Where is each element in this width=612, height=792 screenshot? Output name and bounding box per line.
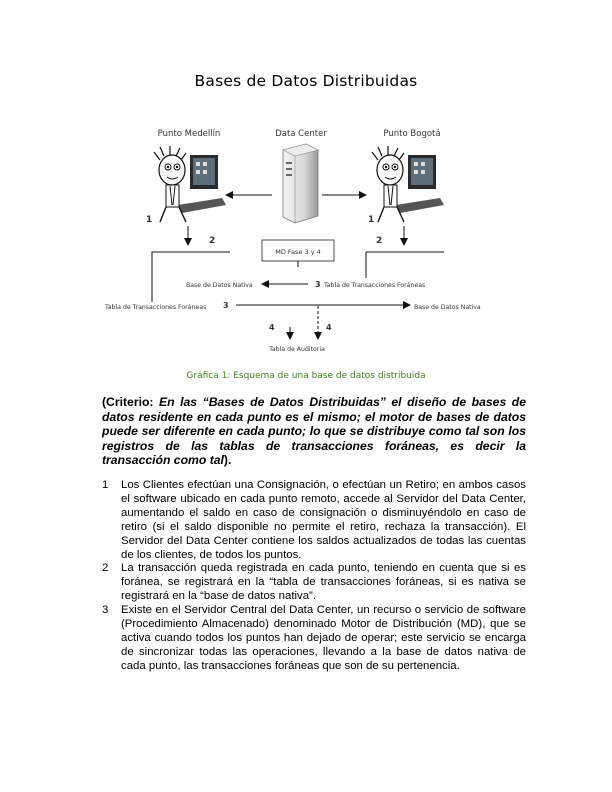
- right-user-computer-icon: [372, 146, 444, 222]
- server-icon: [283, 144, 318, 223]
- left-user-computer-icon: [154, 146, 226, 222]
- list-item-text: La transacción queda registrada en cada punto, teniendo en cuenta que si es foránea, se registrará en la “tabla de transacciones foráneas, si es nativa se registrará en la “base de datos nativa”.: [121, 562, 526, 603]
- step-4-right: 4: [326, 323, 332, 332]
- list-item: [102, 479, 526, 562]
- list-item-text: Los Clientes efectúan una Consignación, o efectúan un Retiro; en ambos casos el software ubicado en cada punto remoto, accede al Servidor del Data Center, aumentando el saldo en caso de consignación o disminuyéndolo en caso de retiro (si el saldo disponible no permite el retiro, rechaza la transacción). El Servidor del Data Center contiene los saldos actualizados de todas las cuentas de los clientes, de todos los puntos.: [121, 479, 526, 561]
- figure-caption: Gráfica 1: Esquema de una base de datos distribuida: [186, 371, 426, 381]
- step-2-left: 2: [209, 236, 216, 246]
- numbered-list: [102, 479, 526, 674]
- criterio-close: ).: [223, 453, 232, 468]
- step-1-left: 1: [146, 215, 153, 225]
- left-connector-line: [152, 252, 230, 302]
- step-1-right: 1: [368, 215, 375, 225]
- header-data-center: Data Center: [275, 129, 327, 139]
- page-title: Bases de Datos Distribuidas: [194, 72, 418, 90]
- md-box-label: MD Fase 3 y 4: [275, 248, 321, 256]
- step-3-top: 3: [315, 280, 321, 289]
- label-tabla-auditoria: Tabla de Auditoria: [269, 346, 325, 353]
- step-2-right: 2: [376, 236, 383, 246]
- header-punto-medellin: Punto Medellín: [157, 129, 221, 139]
- step-4-left: 4: [269, 323, 275, 332]
- list-item: [102, 604, 526, 674]
- list-item-number: 3: [102, 604, 109, 617]
- list-item-text: Existe en el Servidor Central del Data Center, un recurso o servicio de software (Procedimiento Almacenado) denominado Motor de Distribución (MD), que se activa cuando todos los puntos han dejado de operar; este servicio se encarga de sincronizar todas las operaciones, llevando a la base de datos nativa de cada punto, las transacciones foráneas que son de su pertenencia.: [121, 604, 526, 672]
- list-item-number: 1: [102, 479, 109, 491]
- label-base-datos-nativa-right: Base de Datos Nativa: [414, 304, 481, 311]
- criterio-paragraph: [102, 395, 526, 468]
- label-tabla-foraneas-right: Tabla de Transacciones Foráneas: [324, 282, 426, 289]
- distributed-db-diagram: [0, 0, 612, 360]
- step-3-bottom: 3: [223, 301, 229, 310]
- list-item-number: 2: [102, 562, 109, 575]
- header-punto-bogota: Punto Bogotá: [383, 129, 441, 139]
- label-base-datos-nativa: Base de Datos Nativa: [186, 282, 253, 289]
- label-tabla-foraneas-left: Tabla de Transacciones Foráneas: [105, 304, 207, 311]
- criterio-text: En las “Bases de Datos Distribuidas” el diseño de bases de datos residente en cada punto es el mismo; el motor de bases de datos puede ser diferente en cada punto; lo que se distribuye como tal son los registros de las tablas de transacciones foráneas, es decir la transacción como tal: [102, 395, 526, 468]
- criterio-open: (Criterio:: [102, 395, 159, 409]
- list-item: [102, 562, 526, 604]
